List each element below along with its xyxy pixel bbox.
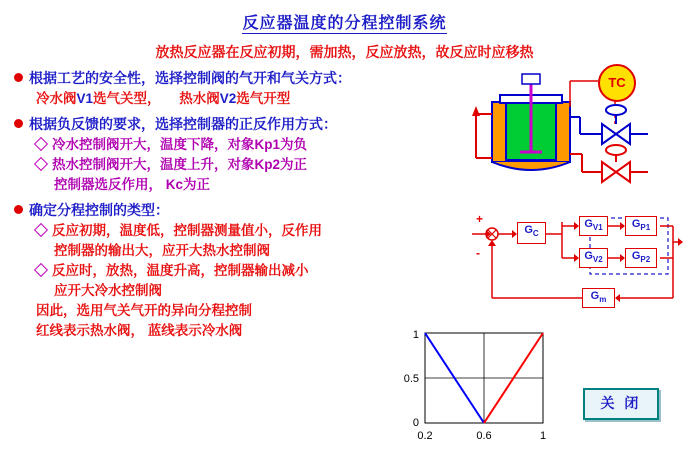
block-diagram — [470, 212, 685, 322]
bullet-2-sub-1 — [14, 135, 464, 155]
block-gv1-label: G — [584, 218, 593, 230]
split-range-chart-svg — [393, 325, 568, 447]
conclusion-line-1: 因此，选用气关气开的异向分程控制 — [36, 303, 252, 318]
cold-valve-mode: 选气关型， — [93, 91, 161, 106]
block-gc-sub: C — [532, 229, 539, 239]
bullet-3-sub-1 — [14, 221, 464, 241]
bullet-2-sub-1-text: 冷水控制阀开大，温度下降，对象Kp1为负 — [52, 137, 308, 152]
bullet-dot-icon — [14, 119, 23, 128]
diamond-bullet-icon — [34, 157, 48, 171]
block-gv2-sub: V2 — [592, 255, 603, 265]
input-sign-label: + — [476, 212, 484, 226]
block-gc — [517, 222, 546, 244]
bullet-3-sub-1-text: 反应初期，温度低，控制器测量值小，反作用 — [52, 223, 322, 238]
ytick-05: 0.5 — [403, 373, 419, 385]
block-gp2 — [625, 248, 657, 268]
bullet-dot-icon — [14, 73, 23, 82]
block-gm-sub: m — [599, 295, 607, 305]
bullet-3-sub-2 — [14, 241, 464, 261]
bullet-2-heading — [14, 114, 464, 135]
diamond-bullet-icon — [34, 263, 48, 277]
ytick-0: 0 — [412, 417, 419, 429]
bullet-3-heading-text: 确定分程控制的类型： — [29, 202, 169, 218]
xtick-02: 0.2 — [417, 430, 433, 442]
block-gc-label: G — [524, 224, 533, 236]
bullet-3-heading — [14, 200, 464, 221]
block-gp2-label: G — [631, 250, 641, 262]
ytick-1: 1 — [412, 329, 419, 341]
hot-valve-label: 热水阀 — [179, 91, 220, 106]
bullet-1-heading — [14, 68, 464, 89]
block-gm — [582, 288, 615, 308]
reactor-bottom — [492, 162, 570, 170]
bullet-list — [14, 68, 464, 343]
bullet-1-heading-text: 根据工艺的安全性，选择控制阀的气开和气关方式： — [29, 70, 351, 86]
bullet-item-3 — [14, 200, 464, 341]
bullet-3-sub-3 — [14, 261, 464, 281]
block-gp1 — [625, 216, 657, 236]
block-gp2-sub: P2 — [640, 255, 651, 265]
conclusion-line-2: 红线表示热水阀， 蓝线表示冷水阀 — [36, 323, 243, 338]
bullet-1-sub-1 — [14, 89, 464, 109]
bullet-2-sub-2 — [14, 155, 464, 175]
reactor-svg — [470, 62, 685, 212]
output-arrow-icon — [678, 238, 683, 246]
feedback-sign-label: - — [476, 246, 480, 260]
valve-v2-actuator — [606, 105, 626, 115]
block-gv1 — [579, 216, 608, 236]
block-gv2 — [579, 248, 608, 268]
block-gp1-sub: P1 — [640, 223, 651, 233]
diamond-bullet-icon — [34, 223, 48, 237]
valve-v1-right — [616, 162, 630, 182]
hot-valve-tag: V2 — [219, 91, 237, 106]
bullet-item-2 — [14, 114, 464, 195]
bullet-2-heading-text: 根据负反馈的要求，选择控制器的正反作用方式： — [29, 116, 337, 132]
block-gv2-label: G — [584, 250, 593, 262]
reactor-schematic — [470, 62, 685, 212]
valve-v1-left — [602, 162, 616, 182]
xtick-1: 1 — [539, 430, 547, 442]
close-button[interactable]: 关 闭 — [583, 388, 659, 420]
block-gm-label: G — [590, 290, 600, 302]
tc-controller-icon[interactable]: TC — [598, 64, 636, 102]
bullet-3-sub-2-text: 控制器的输出大，应开大热水控制阀 — [54, 243, 270, 258]
split-range-chart — [393, 325, 568, 447]
cold-valve-label: 冷水阀 — [36, 91, 77, 106]
bullet-3-sub-4-text: 应开大冷水控制阀 — [54, 283, 162, 298]
valve-v2-left — [602, 124, 616, 144]
bullet-2-sub-2-text: 热水控制阀开大，温度上升，对象Kp2为正 — [52, 157, 308, 172]
page-title-text: 反应器温度的分程控制系统 — [242, 15, 447, 32]
block-gp1-label: G — [631, 218, 641, 230]
bullet-item-1 — [14, 68, 464, 109]
page-subtitle: 放热反应器在反应初期，需加热，反应放热，故反应时应移热 — [155, 44, 534, 60]
bullet-3-sub-3-text: 反应时，放热，温度升高，控制器输出减小 — [52, 263, 309, 278]
outlet-arrow-icon — [472, 106, 480, 116]
valve-v2-right — [616, 124, 630, 144]
hot-valve-mode: 选气开型 — [236, 91, 291, 106]
bullet-2-sub-3 — [14, 175, 464, 195]
bullet-2-sub-3-text: 控制器选反作用， Kc为正 — [54, 177, 211, 192]
stirrer-motor — [522, 74, 540, 84]
page-title — [0, 10, 689, 33]
block-gv1-sub: V1 — [592, 223, 603, 233]
valve-v1-actuator — [606, 145, 626, 155]
bullet-3-sub-4 — [14, 281, 464, 301]
bullet-dot-icon — [14, 205, 23, 214]
cold-valve-tag: V1 — [76, 91, 94, 106]
diamond-bullet-icon — [34, 137, 48, 151]
xtick-06: 0.6 — [476, 430, 492, 442]
